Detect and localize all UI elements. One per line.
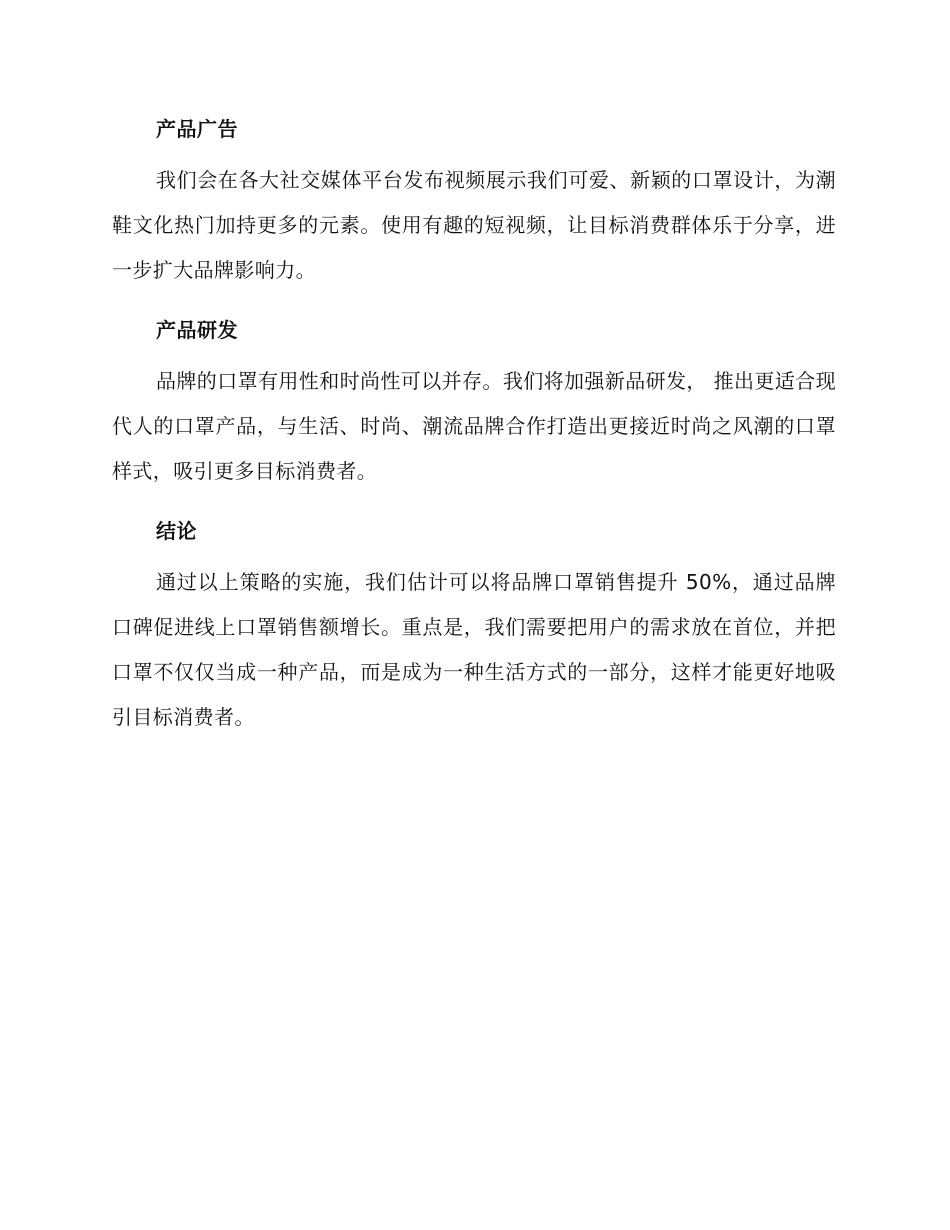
- section-product-rnd: [112, 311, 836, 494]
- section-paragraph: 我们会在各大社交媒体平台发布视频展示我们可爱、新颖的口罩设计，为潮鞋文化热门加持更多的元素。使用有趣的短视频，让目标消费群体乐于分享，进一步扩大品牌影响力。: [112, 168, 836, 282]
- section-paragraph: 品牌的口罩有用性和时尚性可以并存。我们将加强新品研发， 推出更适合现代人的口罩产品，与生活、时尚、潮流品牌合作打造出更接近时尚之风潮的口罩样式，吸引更多目标消费者。: [112, 369, 836, 483]
- section-conclusion: [112, 512, 836, 740]
- section-heading: 产品研发: [156, 318, 238, 342]
- section-heading: 产品广告: [156, 117, 238, 141]
- section-heading: 结论: [156, 519, 197, 543]
- section-paragraph: 通过以上策略的实施，我们估计可以将品牌口罩销售提升 50%，通过品牌口碑促进线上口罩销售额增长。重点是，我们需要把用户的需求放在首位，并把口罩不仅仅当成一种产品，而是成为一种生活方式的一部分，这样才能更好地吸引目标消费者。: [112, 570, 836, 729]
- section-product-ads: [112, 110, 836, 293]
- document-content: [112, 110, 836, 758]
